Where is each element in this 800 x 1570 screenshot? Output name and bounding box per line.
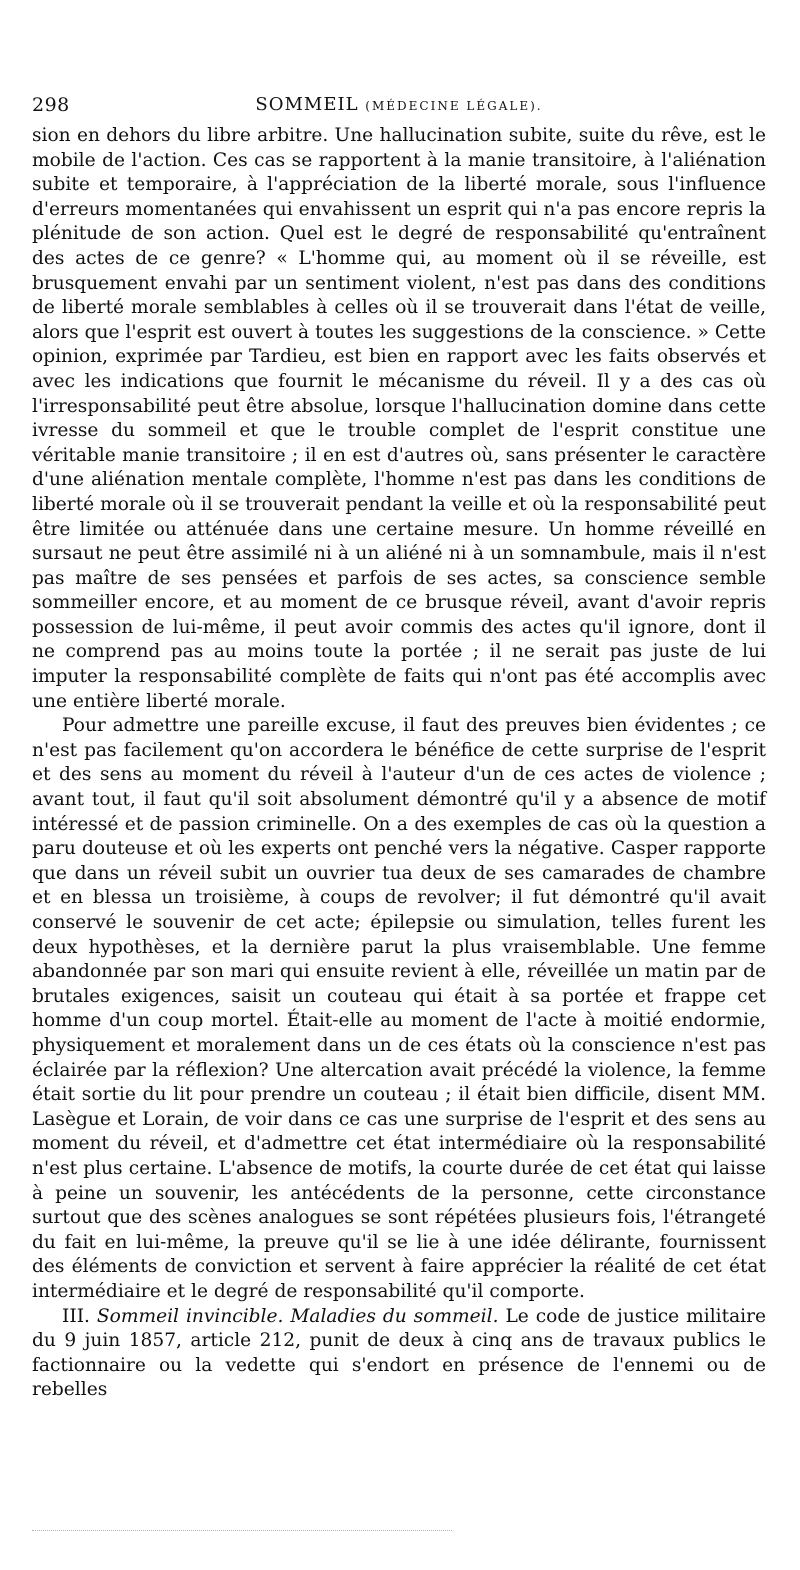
running-title-subtitle: (MÉDECINE LÉGALE). (365, 99, 543, 113)
book-page (32, 88, 766, 1403)
running-head (32, 88, 766, 122)
running-title (32, 94, 766, 115)
section-numeral: III. (62, 1305, 90, 1327)
section-text: Le code de justice militaire du 9 juin 1857, article 212, punit de deux à cinq ans de travaux publics le factionnaire ou la vedette qui s'endort en présence de l'ennemi ou de rebelles (32, 1305, 766, 1401)
body-text (32, 124, 766, 1403)
paragraph-continued: sion en dehors du libre arbitre. Une hallucination subite, suite du rêve, est le mobile de l'action. Ces cas se rapportent à la manie transitoire, à l'aliénation subite et temporaire, à l'appréciation de la liberté morale, sous l'influence d'erreurs momentanées qui envahissent un esprit qui n'a pas encore repris la plénitude de son action. Quel est le degré de responsabilité qu'entraînent des actes de ce genre? « L'homme qui, au moment où il se réveille, est brusquement envahi par un sentiment violent, n'est pas dans des conditions de liberté morale semblables à celles où il se trouverait dans l'état de veille, alors que l'esprit est ouvert à toutes les suggestions de la conscience. » Cette opinion, exprimée par Tardieu, est bien en rapport avec les faits observés et avec les indications que fournit le mécanisme du réveil. Il y a des cas où l'irresponsabilité peut être absolue, lorsque l'hallucination domine dans cette ivresse du sommeil et que le trouble complet de l'esprit constitue une véritable manie transitoire ; il en est d'autres où, sans présenter le caractère d'une aliénation mentale complète, l'homme n'est pas dans les conditions de liberté morale où il se trouverait pendant la veille et où la responsabilité peut être limitée ou atténuée dans une certaine mesure. Un homme réveillé en sursaut ne peut être assimilé ni à un aliéné ni à un somnambule, mais il n'est pas maître de ses pensées et parfois de ses actes, sa conscience semble sommeiller encore, et au moment de ce brusque réveil, avant d'avoir repris possession de lui-même, il peut avoir commis des actes qu'il ignore, dont il ne comprend pas au moins toute la portée ; il ne serait pas juste de lui imputer la responsabilité complète de faits qui n'ont pas été accomplis avec une entière liberté morale. (32, 125, 766, 712)
section-heading: Sommeil invincible. Maladies du sommeil. (96, 1305, 499, 1327)
footer-rule (32, 1530, 452, 1531)
paragraph-section-three (32, 1305, 766, 1403)
page-number: 298 (32, 94, 70, 116)
running-title-main: SOMMEIL (255, 94, 359, 115)
paragraph-excuse: Pour admettre une pareille excuse, il faut des preuves bien évidentes ; ce n'est pas facilement qu'on accordera le bénéfice de cette surprise de l'esprit et des sens au moment du réveil à l'auteur d'un de ces actes de violence ; avant tout, il faut qu'il soit absolument démontré qu'il y a absence de motif intéressé et de passion criminelle. On a des exemples de cas où la question a paru douteuse et où les experts ont penché vers la négative. Casper rapporte que dans un réveil subit un ouvrier tua deux de ses camarades de chambre et en blessa un troisième, à coups de revolver; il fut démontré qu'il avait conservé le souvenir de cet acte; épilepsie ou simulation, telles furent les deux hypothèses, et la dernière parut la plus vraisemblable. Une femme abandonnée par son mari qui ensuite revient à elle, réveillée un matin par de brutales exigences, saisit un couteau qui était à sa portée et frappe cet homme d'un coup mortel. Était-elle au moment de l'acte à moitié endormie, physiquement et moralement dans un de ces états où la conscience n'est pas éclairée par la réflexion? Une altercation avait précédé la violence, la femme était sortie du lit pour prendre un couteau ; il était bien difficile, disent MM. Lasègue et Lorain, de voir dans ce cas une surprise de l'esprit et des sens au moment du réveil, et d'admettre cet état intermédiaire où la responsabilité n'est plus certaine. L'absence de motifs, la courte durée de cet état qui laisse à peine un souvenir, les antécédents de la personne, cette circonstance surtout que des scènes analogues se sont répétées plusieurs fois, l'étrangeté du fait en lui-même, la preuve qu'il se lie à une idée délirante, fournissent des éléments de conviction et servent à faire apprécier la réalité de cet état intermédiaire et le degré de responsabilité qu'il comporte. (32, 715, 766, 1302)
